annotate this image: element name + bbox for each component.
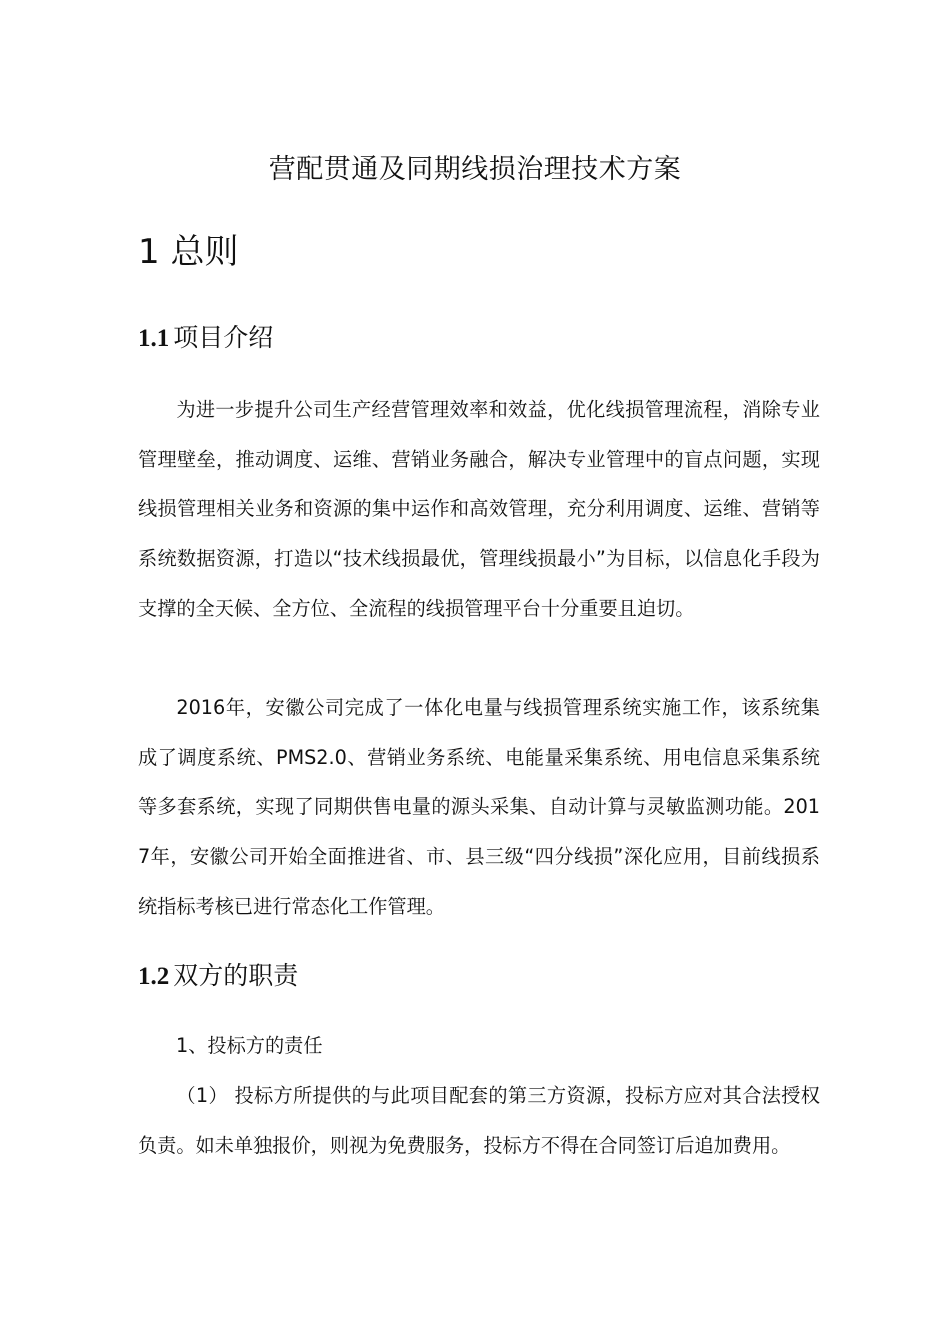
paragraph-project-intro: 为进一步提升公司生产经营管理效率和效益，优化线损管理流程，消除专业管理壁垒，推动调度、运维、营销业务融合，解决专业管理中的盲点问题，实现线损管理相关业务和资源的集中运作和高效管理，充分利用调度、运维、营销等系统数据资源，打造以“技术线损最优，管理线损最小”为目标，以信息化手段为支撑的全天候、全方位、全流程的线损管理平台十分重要且迫切。 — [138, 398, 820, 620]
section-title: 双方的职责 — [173, 961, 299, 990]
section-title: 项目介绍 — [173, 323, 274, 352]
document-title: 营配贯通及同期线损治理技术方案 — [268, 154, 682, 185]
section-number: 1.1 — [138, 325, 170, 352]
section-1-1-heading — [138, 320, 273, 357]
paragraph-anhui-history: 2016年，安徽公司完成了一体化电量与线损管理系统实施工作，该系统集成了调度系统、PMS2.0、营销业务系统、电能量采集系统、用电信息采集系统等多套系统，实现了同期供售电量的源头采集、自动计算与灵敏监测功能。2017年，安徽公司开始全面推进省、市、县三级“四分线损”深化应用，目前线损系统指标考核已进行常态化工作管理。 — [138, 696, 820, 918]
paragraph-bidder-resources: （1） 投标方所提供的与此项目配套的第三方资源，投标方应对其合法授权负责。如未单独报价，则视为免费服务，投标方不得在合同签订后追加费用。 — [138, 1084, 820, 1157]
list-item-bidder-responsibility: 1、投标方的责任 — [176, 1034, 323, 1057]
section-1-heading: 1 总则 — [138, 232, 239, 272]
section-1-2-heading — [138, 958, 298, 995]
section-number: 1.2 — [138, 963, 170, 990]
